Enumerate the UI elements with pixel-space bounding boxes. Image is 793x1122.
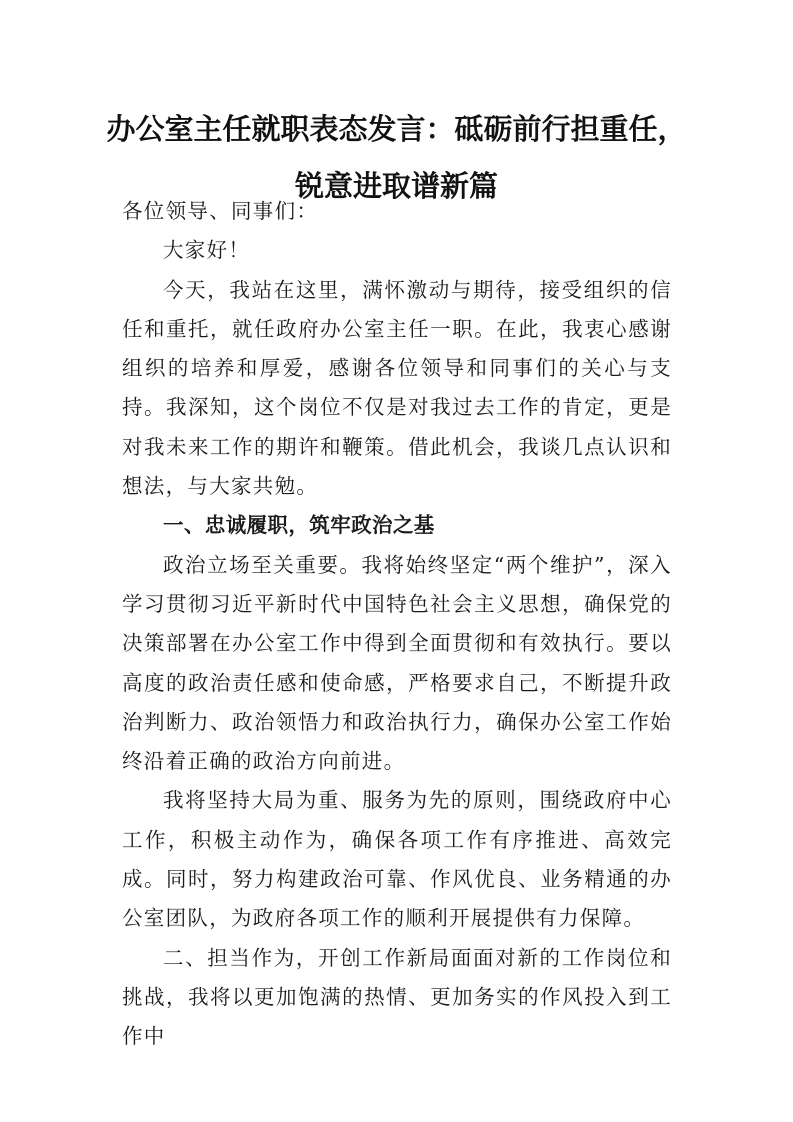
document-body xyxy=(122,192,672,1057)
salutation: 各位领导、同事们： xyxy=(122,199,319,223)
paragraph-intro: 今天，我站在这里，满怀激动与期待，接受组织的信任和重托，就任政府办公室主任一职。在此，我衷心感谢组织的培养和厚爱，感谢各位领导和同事们的关心与支持。我深知，这个岗位不仅是对我过去工作的肯定，更是对我未来工作的期许和鞭策。借此机会，我谈几点认识和想法，与大家共勉。 xyxy=(122,277,672,499)
paragraph-section-2-start: 二、担当作为，开创工作新局面面对新的工作岗位和挑战，我将以更加饱满的热情、更加务实的作风投入到工作中 xyxy=(122,945,672,1049)
document-title-line-2: 锐意进取谱新篇 xyxy=(294,169,498,203)
section-heading-1: 一、忠诚履职，筑牢政治之基 xyxy=(163,513,435,538)
paragraph-service-principle: 我将坚持大局为重、服务为先的原则，围绕政府中心工作，积极主动作为，确保各项工作有序推进、高效完成。同时，努力构建政治可靠、作风优良、业务精通的办公室团队，为政府各项工作的顺利开展提供有力保障。 xyxy=(122,788,672,931)
paragraph-political-stance: 政治立场至关重要。我将始终坚定“两个维护”，深入学习贯彻习近平新时代中国特色社会主义思想，确保党的决策部署在办公室工作中得到全面贯彻和有效执行。要以高度的政治责任感和使命感，严格要求自己，不断提升政治判断力、政治领悟力和政治执行力，确保办公室工作始终沿着正确的政治方向前进。 xyxy=(122,552,672,774)
greeting: 大家好！ xyxy=(163,238,251,263)
document-title-line-1: 办公室主任就职表态发言：砥砺前行担重任， xyxy=(106,112,687,146)
